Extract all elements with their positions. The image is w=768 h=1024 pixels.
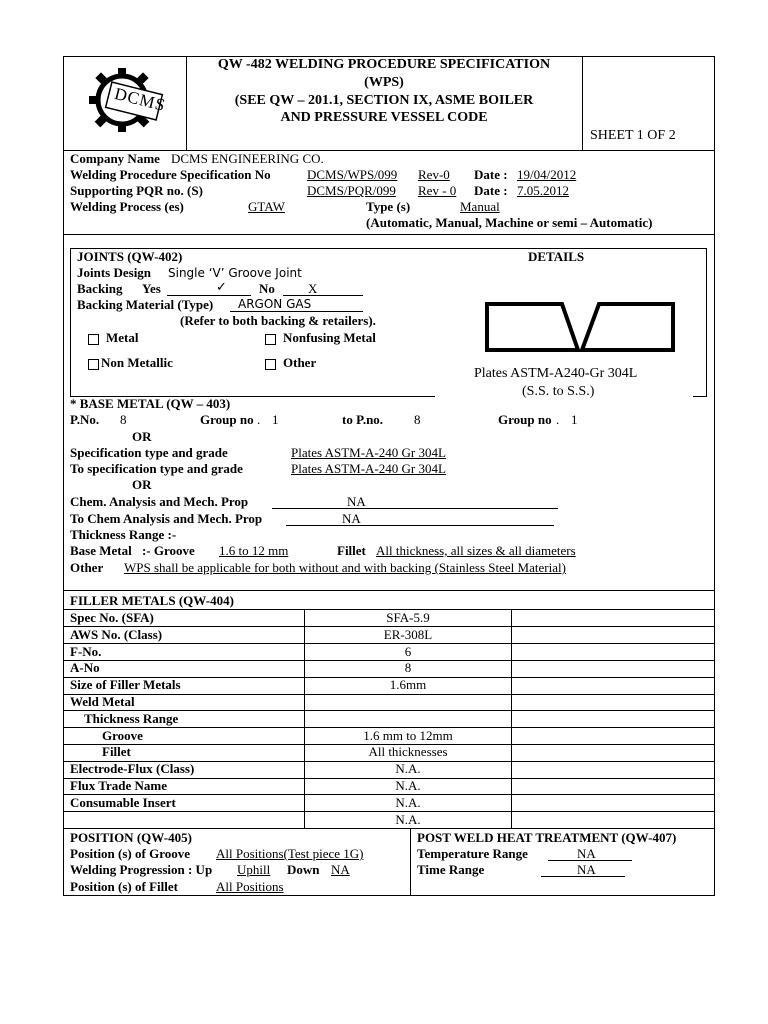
filler-row-rule (63, 643, 715, 644)
to-spec-label: To specification type and grade (70, 461, 243, 476)
company-name: DCMS ENGINEERING CO. (171, 151, 324, 166)
filler-row-value: 6 (404, 643, 412, 659)
filler-row-label: Groove (102, 727, 143, 743)
filler-row-rule (63, 727, 715, 728)
other-value: WPS shall be applicable for both without and with backing (Stainless Steel Material) (124, 560, 566, 575)
position-heading: POSITION (QW-405) (70, 830, 192, 845)
to-chem-value: NA (342, 511, 361, 526)
backing-yes-line (167, 295, 251, 296)
filler-heading: FILLER METALS (QW-404) (70, 593, 234, 608)
filler-row-rule (63, 694, 715, 695)
joints-design-label: Joints Design (77, 265, 152, 280)
groove-value: 1.6 to 12 mm (219, 543, 289, 558)
backing-no-value: X (308, 281, 318, 296)
filler-bottom-rule (63, 828, 715, 829)
thickness-range-label: Thickness Range :- (70, 527, 177, 542)
to-spec-value: Plates ASTM-A-240 Gr 304L (291, 461, 446, 476)
backing-no-label: No (259, 281, 275, 296)
or-separator-2: OR (132, 477, 152, 492)
pwht-heading: POST WELD HEAT TREATMENT (QW-407) (417, 830, 677, 845)
group-no-dot: . (257, 412, 261, 427)
type-note: (Automatic, Manual, Machine or semi – Automatic) (366, 215, 653, 230)
filler-row-value: 1.6 mm to 12mm (363, 727, 453, 743)
group-no-2-value: 1 (571, 412, 578, 427)
pqr-no: DCMS/PQR/099 (307, 183, 396, 198)
logo-text: DCMS (112, 83, 168, 116)
filler-row-rule (63, 677, 715, 678)
progression-down-value: NA (331, 862, 350, 877)
groove-label: :- Groove (142, 543, 195, 558)
position-fillet-value: All Positions (216, 879, 284, 894)
filler-row-label: A-No (70, 660, 100, 676)
progression-down-label: Down (287, 862, 320, 877)
group-no-value: 1 (272, 412, 279, 427)
wps-no: DCMS/WPS/099 (307, 167, 398, 182)
filler-row-value: N.A. (395, 794, 421, 810)
filler-row-rule (63, 744, 715, 745)
header-divider-right (582, 56, 583, 150)
form-title-line3: (SEE QW – 201.1, SECTION IX, ASME BOILER (234, 93, 534, 108)
to-pno-value: 8 (414, 412, 421, 427)
filler-row-value: N.A. (395, 778, 421, 793)
other-option-label: Other (283, 355, 317, 370)
filler-row-rule (63, 626, 715, 627)
backing-material: ARGON GAS (238, 297, 312, 311)
filler-row-label: Consumable Insert (70, 794, 176, 810)
company-logo (86, 64, 166, 136)
wps-rev: Rev-0 (418, 167, 450, 182)
position-divider (410, 828, 411, 896)
pqr-date: 7.05.2012 (517, 183, 569, 198)
wps-date: 19/04/2012 (517, 167, 577, 182)
time-range-label: Time Range (417, 862, 485, 877)
welding-process-label: Welding Process (es) (70, 199, 184, 214)
backing-yes-label: Yes (142, 281, 161, 296)
pqr-date-label: Date : (474, 183, 508, 198)
backing-material-label: Backing Material (Type) (77, 297, 214, 312)
form-title-line2: (WPS) (364, 75, 404, 90)
position-fillet-label: Position (s) of Fillet (70, 879, 178, 894)
details-heading: DETAILS (528, 249, 585, 264)
progression-label: Welding Progression : Up (70, 862, 213, 877)
pno-value: 8 (120, 412, 127, 427)
joint-detail-drawing (484, 300, 676, 356)
filler-row-value: 8 (404, 660, 412, 676)
to-chem-label: To Chem Analysis and Mech. Prop (70, 511, 263, 526)
filler-row-rule (63, 660, 715, 661)
joints-box-bottom-right (693, 396, 707, 397)
filler-row-label: Fillet (102, 744, 131, 760)
filler-row-label: Electrode-Flux (Class) (70, 761, 195, 777)
time-range-value: NA (577, 862, 596, 877)
base-metal-bottom-rule (63, 590, 715, 591)
filler-row-rule (63, 761, 715, 762)
filler-row-rule (63, 710, 715, 711)
backing-yes-check: ✓ (216, 279, 227, 294)
filler-row-label: Flux Trade Name (70, 778, 168, 793)
filler-row-label: Spec No. (SFA) (70, 610, 154, 625)
group-no-2-dot: . (556, 412, 560, 427)
chem-line (272, 508, 558, 509)
joints-design: Single ‘V’ Groove Joint (168, 266, 302, 280)
backing-no-line (283, 295, 363, 296)
filler-row-label: Size of Filler Metals (70, 677, 181, 693)
spec-label: Specification type and grade (70, 445, 228, 460)
detail-caption-line1: Plates ASTM-A240-Gr 304L (474, 366, 638, 381)
fillet-label: Fillet (337, 543, 366, 558)
chem-label: Chem. Analysis and Mech. Prop (70, 494, 249, 509)
pqr-rev: Rev - 0 (418, 183, 457, 198)
chem-value: NA (347, 494, 366, 509)
filler-row-value: All thicknesses (368, 744, 448, 760)
filler-row-value: N.A. (395, 761, 421, 777)
backing-material-line (230, 311, 363, 312)
filler-row-label: F-No. (70, 643, 102, 659)
filler-row-label: Thickness Range (84, 710, 179, 726)
welding-process: GTAW (248, 199, 285, 214)
sheet-number: SHEET 1 OF 2 (590, 128, 676, 143)
metal-option-label: Metal (106, 330, 139, 345)
filler-row-value: SFA-5.9 (386, 610, 430, 625)
filler-row-rule (63, 794, 715, 795)
to-pno-label: to P.no. (342, 412, 384, 427)
pqr-no-label: Supporting PQR no. (S) (70, 183, 203, 198)
company-name-label: Company Name (70, 151, 160, 166)
type-label: Type (s) (366, 199, 411, 214)
filler-row-value: N.A. (395, 811, 421, 827)
nonfusing-option-label: Nonfusing Metal (283, 330, 376, 345)
metal-checkbox[interactable] (88, 334, 99, 345)
nonfusing-metal-checkbox[interactable] (265, 334, 276, 345)
position-groove-value: All Positions(Test piece 1G) (216, 846, 364, 861)
other-checkbox[interactable] (265, 359, 276, 370)
non-metallic-option-label: Non Metallic (101, 355, 173, 370)
wps-no-label: Welding Procedure Specification No (70, 167, 271, 182)
spec-value: Plates ASTM-A-240 Gr 304L (291, 445, 446, 460)
position-groove-label: Position (s) of Groove (70, 846, 190, 861)
form-title-line4: AND PRESSURE VESSEL CODE (280, 110, 488, 125)
temperature-range-value: NA (577, 846, 596, 861)
type-value: Manual (460, 199, 500, 214)
company-bottom-rule (63, 234, 715, 235)
to-chem-line (286, 525, 554, 526)
fillet-value: All thickness, all sizes & all diameters (376, 543, 576, 558)
filler-row-rule (63, 811, 715, 812)
pno-label: P.No. (70, 412, 100, 427)
detail-caption-line2: (S.S. to S.S.) (522, 384, 595, 399)
filler-row-rule (63, 778, 715, 779)
header-bottom-rule (63, 150, 715, 151)
form-title-line1: QW -482 WELDING PROCEDURE SPECIFICATION (217, 57, 551, 72)
wps-date-label: Date : (474, 167, 508, 182)
refer-note: (Refer to both backing & retailers). (180, 313, 376, 328)
other-label: Other (70, 560, 104, 575)
progression-up-value: Uphill (237, 862, 271, 877)
backing-label: Backing (77, 281, 123, 296)
group-no-label: Group no (200, 412, 254, 427)
joints-heading: JOINTS (QW-402) (77, 249, 183, 264)
group-no-2-label: Group no (498, 412, 552, 427)
non-metallic-checkbox[interactable] (88, 359, 99, 370)
filler-row-label: Weld Metal (70, 694, 135, 709)
or-separator-1: OR (132, 429, 152, 444)
filler-row-value: 1.6mm (389, 677, 427, 693)
filler-row-value: ER-308L (383, 626, 433, 642)
base-metal-heading: * BASE METAL (QW – 403) (70, 396, 231, 411)
filler-row-label: AWS No. (Class) (70, 626, 163, 642)
temperature-range-label: Temperature Range (417, 846, 528, 861)
base-metal-label: Base Metal (70, 543, 132, 558)
